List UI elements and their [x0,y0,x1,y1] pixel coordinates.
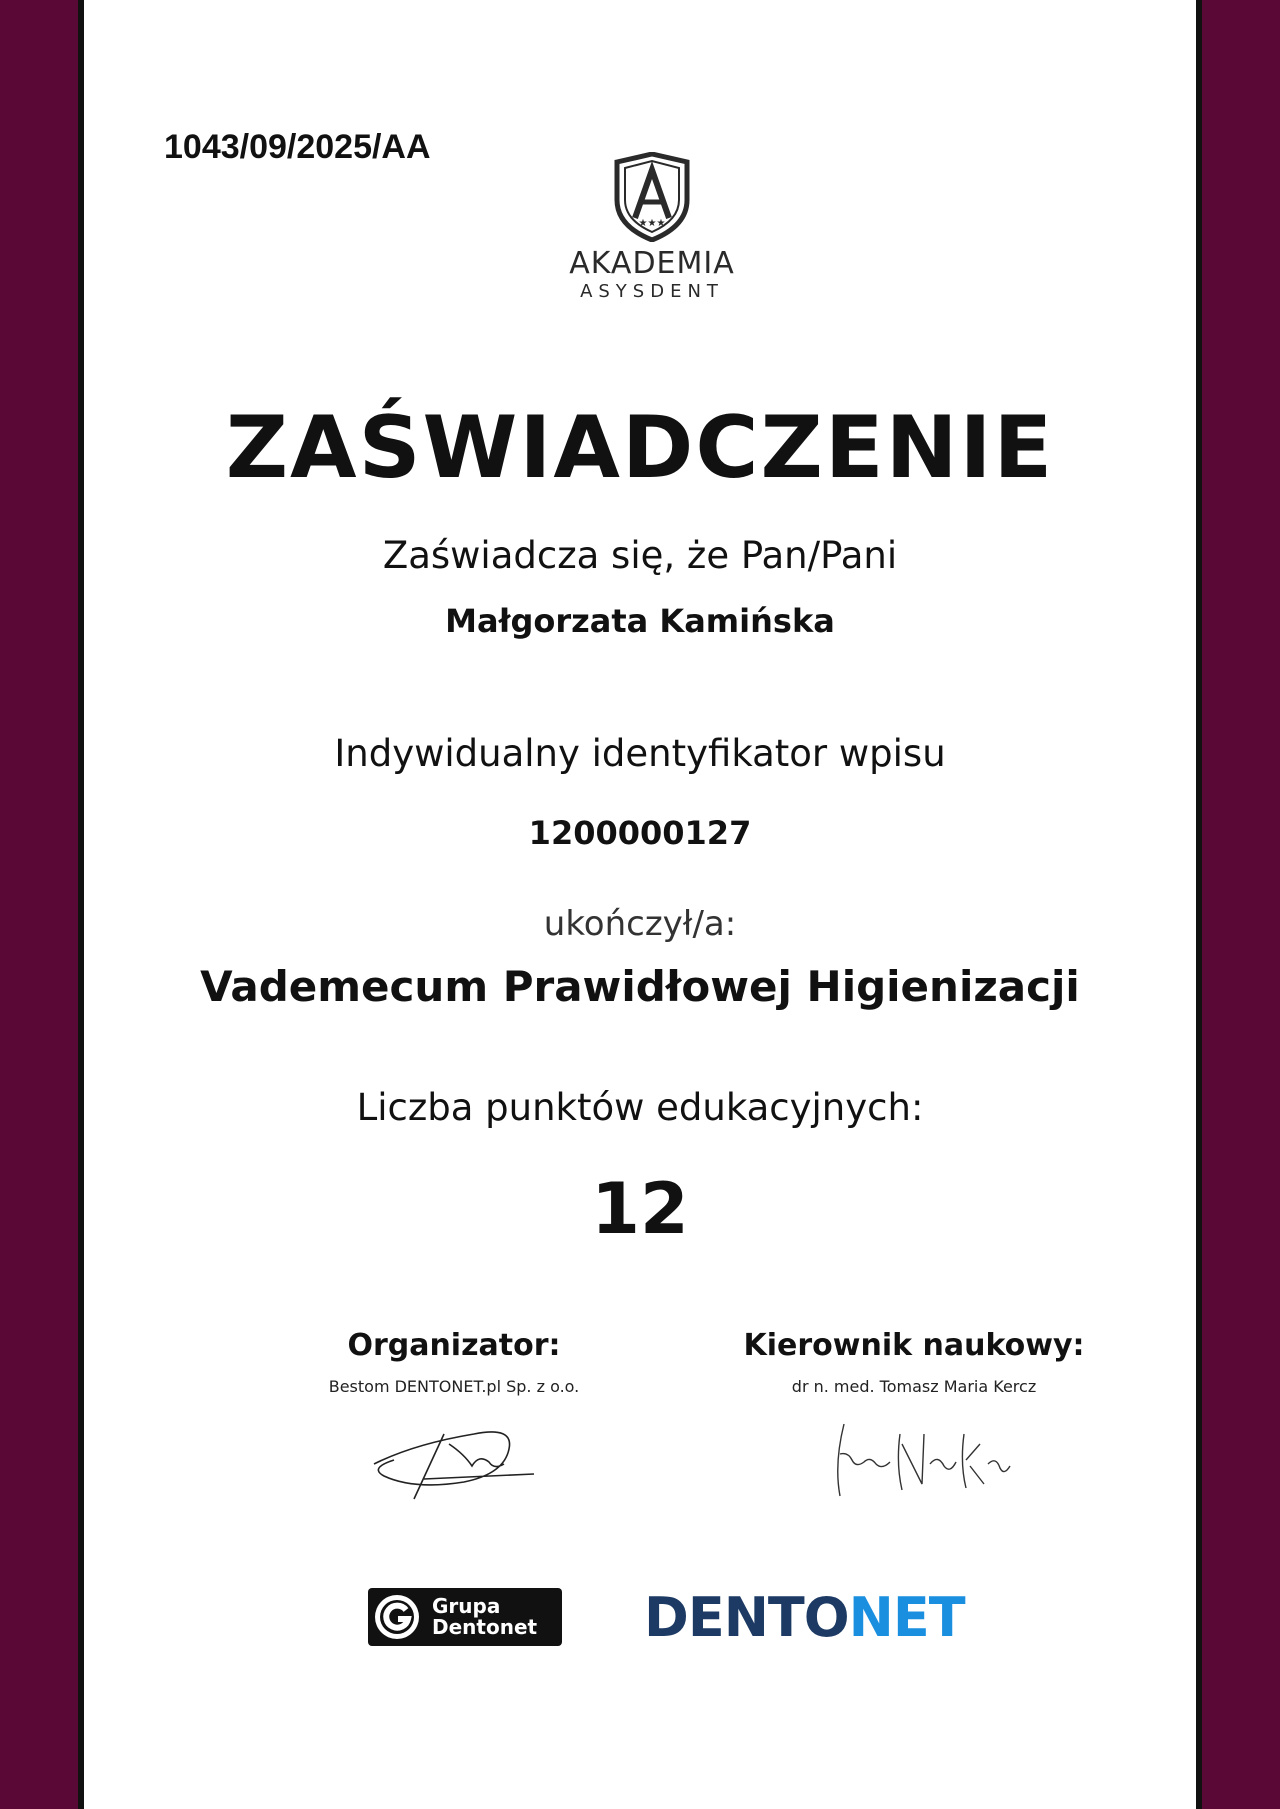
organizer-block [244,1328,664,1509]
points-value: 12 [591,1168,689,1250]
grupa-line1: Grupa [432,1594,501,1618]
g-logo-icon [372,1592,422,1642]
document-number: 1043/09/2025/AA [164,128,431,166]
dentonet-logo [644,1586,965,1649]
completed-text: ukończył/a: [543,904,737,944]
logo-sub: ASYSDENT [580,281,724,302]
certificate-title: ZAŚWIADCZENIE [225,398,1055,498]
scientific-head-block [704,1328,1124,1509]
scientific-head-name: dr n. med. Tomasz Maria Kercz [791,1377,1037,1396]
id-value: 1200000127 [528,814,752,852]
organizer-name: Bestom DENTONET.pl Sp. z o.o. [328,1377,580,1396]
svg-text:★★★: ★★★ [638,218,666,229]
scientific-head-signature [804,1404,1024,1504]
certificate-sheet [78,0,1202,1809]
scientific-head-heading: Kierownik naukowy: [743,1328,1085,1363]
course-name: Vademecum Prawidłowej Higienizacji [200,962,1080,1011]
organizer-signature [354,1404,554,1504]
akademia-logo [562,152,742,312]
shield-icon [609,152,695,242]
dentonet-part2: NET [848,1586,965,1649]
id-label: Indywidualny identyfikator wpisu [334,732,946,775]
points-label: Liczba punktów edukacyjnych: [356,1086,924,1129]
organizer-heading: Organizator: [347,1328,561,1363]
logo-name: AKADEMIA [569,246,735,281]
grupa-line2: Dentonet [432,1615,538,1639]
grupa-dentonet-logo [368,1588,562,1646]
recipient-name: Małgorzata Kamińska [445,602,835,640]
certify-text: Zaświadcza się, że Pan/Pani [382,534,898,577]
dentonet-part1: DENTO [644,1586,849,1649]
